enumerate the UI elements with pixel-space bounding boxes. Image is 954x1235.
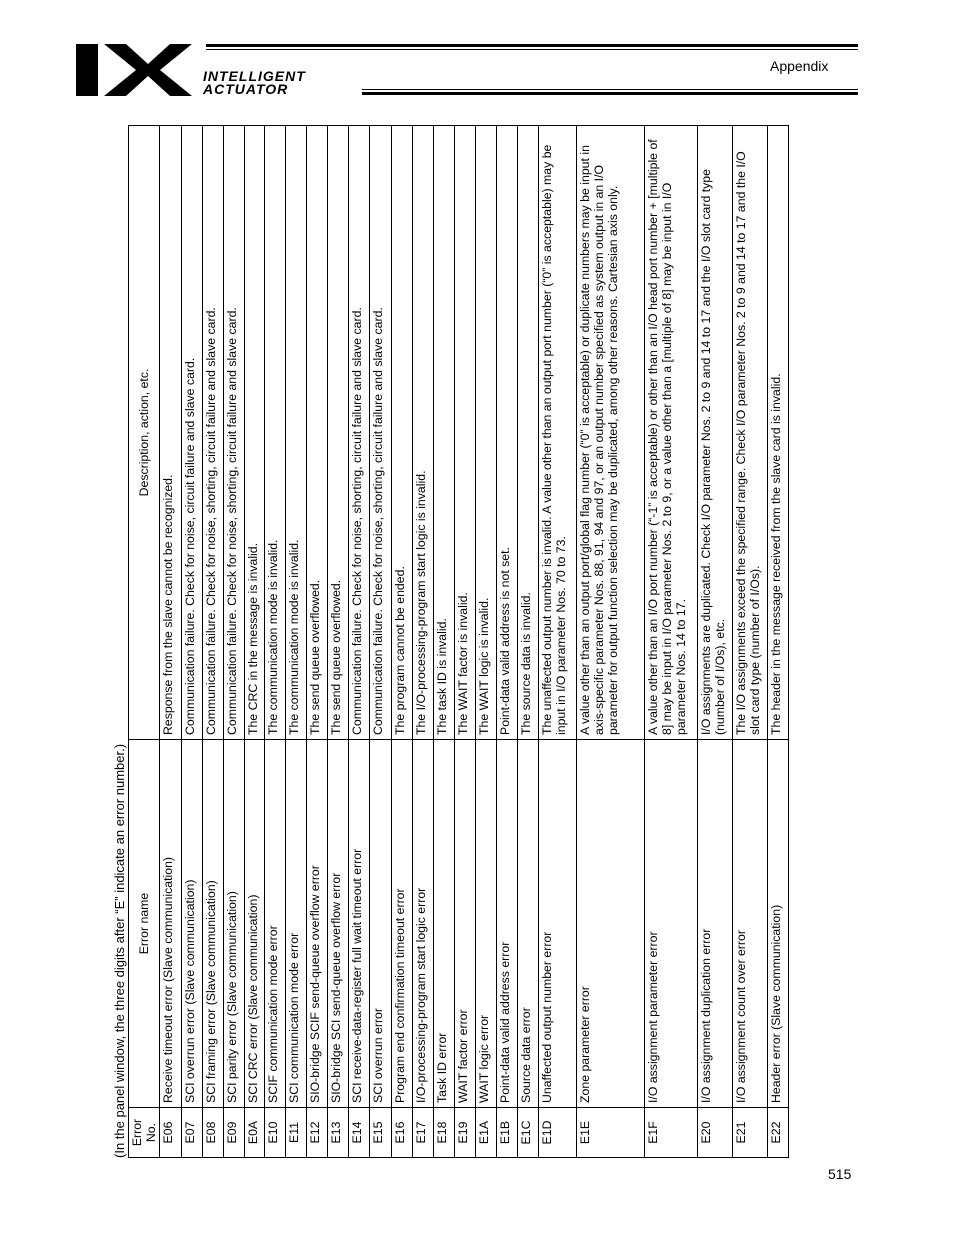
table-row: [413, 126, 434, 1158]
panel-note: (In the panel window, the three digits after “E” indicate an error number.): [112, 743, 127, 1158]
error-description-cell: The send queue overflowed.: [328, 126, 349, 740]
table-row: [698, 126, 733, 1158]
error-description-cell: The task ID is invalid.: [434, 126, 455, 740]
error-name-cell: Program end confirmation timeout error: [392, 740, 413, 1108]
error-number-cell: E21: [733, 1108, 768, 1158]
error-description-cell: The communication mode is invalid.: [265, 126, 286, 740]
error-number-cell: E16: [392, 1108, 413, 1158]
error-name-cell: SCIF communication mode error: [265, 740, 286, 1108]
error-name-cell: SCI overrun error: [370, 740, 392, 1108]
table-row: [539, 126, 577, 1158]
error-number-cell: E22: [768, 1108, 789, 1158]
error-name-cell: SCI overrun error (Slave communication): [182, 740, 203, 1108]
error-description-cell: Communication failure. Check for noise, shorting, circuit failure and slave card.: [370, 126, 392, 740]
section-title: Appendix: [770, 58, 829, 74]
error-number-cell: E07: [182, 1108, 203, 1158]
table-row: [203, 126, 224, 1158]
error-table: [128, 125, 789, 1158]
error-table-body: [160, 126, 789, 1158]
brand-line-2: ACTUATOR: [203, 81, 289, 97]
error-name-cell: SIO-bridge SCIF send-queue overflow error: [307, 740, 328, 1108]
error-description-cell: The communication mode is invalid.: [286, 126, 307, 740]
table-row: [768, 126, 789, 1158]
header-rule-bottom: [362, 89, 858, 90]
error-name-cell: Header error (Slave communication): [768, 740, 789, 1108]
error-description-cell: The CRC in the message is invalid.: [245, 126, 265, 740]
table-row: [577, 126, 645, 1158]
table-row: [497, 126, 518, 1158]
error-number-cell: E15: [370, 1108, 392, 1158]
table-row: [733, 126, 768, 1158]
error-name-cell: SCI CRC error (Slave communication): [245, 740, 265, 1108]
error-number-cell: E08: [203, 1108, 224, 1158]
brand-wordmark: [203, 70, 373, 96]
table-row: [392, 126, 413, 1158]
error-number-cell: E0A: [245, 1108, 265, 1158]
table-row: [349, 126, 370, 1158]
error-number-cell: E1D: [539, 1108, 577, 1158]
table-row: [245, 126, 265, 1158]
table-row: [476, 126, 497, 1158]
column-header-error-name: Error name: [129, 740, 160, 1108]
error-number-cell: E10: [265, 1108, 286, 1158]
error-name-cell: I/O assignment duplication error: [698, 740, 733, 1108]
error-number-cell: E1C: [518, 1108, 539, 1158]
error-number-cell: E1E: [577, 1108, 645, 1158]
error-description-cell: Communication failure. Check for noise, circuit failure and slave card.: [182, 126, 203, 740]
table-row: [286, 126, 307, 1158]
error-description-cell: I/O assignments are duplicated. Check I/O parameter Nos. 2 to 9 and 14 to 17 and the I/O slot card type (number of I/Os), etc.: [698, 126, 733, 740]
table-row: [265, 126, 286, 1158]
table-row: [328, 126, 349, 1158]
table-row: [160, 126, 182, 1158]
error-name-cell: Task ID error: [434, 740, 455, 1108]
header-rule-bottom-thick: [362, 92, 858, 95]
error-name-cell: I/O assignment parameter error: [645, 740, 698, 1108]
error-description-cell: A value other than an output port/global flag number (“0” is acceptable) or duplicate numbers may be input in axis-specific parameter Nos. 88, 91, 94 and 97, or an output number specified as system output in an I/O parameter for output function selection may be duplicated, among other reasons. Cartesian axis only.: [577, 126, 645, 740]
error-number-cell: E12: [307, 1108, 328, 1158]
table-header-row: [129, 126, 160, 1158]
error-description-cell: Point-data valid address is not set.: [497, 126, 518, 740]
table-row: [307, 126, 328, 1158]
error-number-cell: E19: [455, 1108, 476, 1158]
table-row: [370, 126, 392, 1158]
error-number-cell: E1B: [497, 1108, 518, 1158]
error-name-cell: Unaffected output number error: [539, 740, 577, 1108]
error-number-cell: E09: [224, 1108, 245, 1158]
error-description-cell: The source data is invalid.: [518, 126, 539, 740]
error-number-cell: E17: [413, 1108, 434, 1158]
error-name-cell: I/O assignment count over error: [733, 740, 768, 1108]
error-number-cell: E20: [698, 1108, 733, 1158]
error-description-cell: The program cannot be ended.: [392, 126, 413, 740]
error-name-cell: SCI receive-data-register full wait timeout error: [349, 740, 370, 1108]
intelligent-actuator-logo-icon: [76, 44, 192, 96]
error-number-cell: E18: [434, 1108, 455, 1158]
column-header-description: Description, action, etc.: [129, 126, 160, 740]
table-row: [182, 126, 203, 1158]
rotated-page-content: [111, 126, 791, 1158]
error-name-cell: Receive timeout error (Slave communication): [160, 740, 182, 1108]
table-row: [455, 126, 476, 1158]
error-number-cell: E1F: [645, 1108, 698, 1158]
error-description-cell: The send queue overflowed.: [307, 126, 328, 740]
error-description-cell: Communication failure. Check for noise, shorting, circuit failure and slave card.: [349, 126, 370, 740]
column-header-error-no: Error No.: [129, 1108, 160, 1158]
error-name-cell: WAIT logic error: [476, 740, 497, 1108]
error-name-cell: SCI communication mode error: [286, 740, 307, 1108]
table-row: [434, 126, 455, 1158]
table-row: [518, 126, 539, 1158]
error-name-cell: Source data error: [518, 740, 539, 1108]
error-description-cell: Communication failure. Check for noise, shorting, circuit failure and slave card.: [203, 126, 224, 740]
table-row: [645, 126, 698, 1158]
error-name-cell: Zone parameter error: [577, 740, 645, 1108]
error-description-cell: Communication failure. Check for noise, shorting, circuit failure and slave card.: [224, 126, 245, 740]
error-name-cell: SCI parity error (Slave communication): [224, 740, 245, 1108]
error-description-cell: A value other than an I/O port number (“-1” is acceptable) or other than an I/O head port number + [multiple of 8] may be input in I/O parameter Nos. 2 to 9, or a value other than a [multiple of 8] may be input in I/O parameter Nos. 14 to 17.: [645, 126, 698, 740]
error-description-cell: The I/O assignments exceed the specified range. Check I/O parameter Nos. 2 to 9 and 14 to 17 and the I/O slot card type (number of I/Os).: [733, 126, 768, 740]
error-name-cell: SIO-bridge SCI send-queue overflow error: [328, 740, 349, 1108]
error-description-cell: The unaffected output number is invalid. A value other than an output port number (“0” is acceptable) may be input in I/O parameter Nos. 70 to 73.: [539, 126, 577, 740]
error-number-cell: E11: [286, 1108, 307, 1158]
error-description-cell: The I/O-processing-program start logic is invalid.: [413, 126, 434, 740]
error-description-cell: The WAIT factor is invalid.: [455, 126, 476, 740]
error-number-cell: E14: [349, 1108, 370, 1158]
error-description-cell: Response from the slave cannot be recognized.: [160, 126, 182, 740]
table-row: [224, 126, 245, 1158]
error-name-cell: I/O-processing-program start logic error: [413, 740, 434, 1108]
error-name-cell: Point-data valid address error: [497, 740, 518, 1108]
header-rule-top-thin: [206, 49, 858, 50]
header-rule-top: [206, 44, 858, 47]
error-description-cell: The WAIT logic is invalid.: [476, 126, 497, 740]
error-description-cell: The header in the message received from the slave card is invalid.: [768, 126, 789, 740]
brand-line-1: INTELLIGENT: [203, 68, 306, 84]
error-number-cell: E13: [328, 1108, 349, 1158]
error-number-cell: E1A: [476, 1108, 497, 1158]
page-number: 515: [828, 1166, 852, 1182]
error-number-cell: E06: [160, 1108, 182, 1158]
error-name-cell: WAIT factor error: [455, 740, 476, 1108]
error-name-cell: SCI framing error (Slave communication): [203, 740, 224, 1108]
